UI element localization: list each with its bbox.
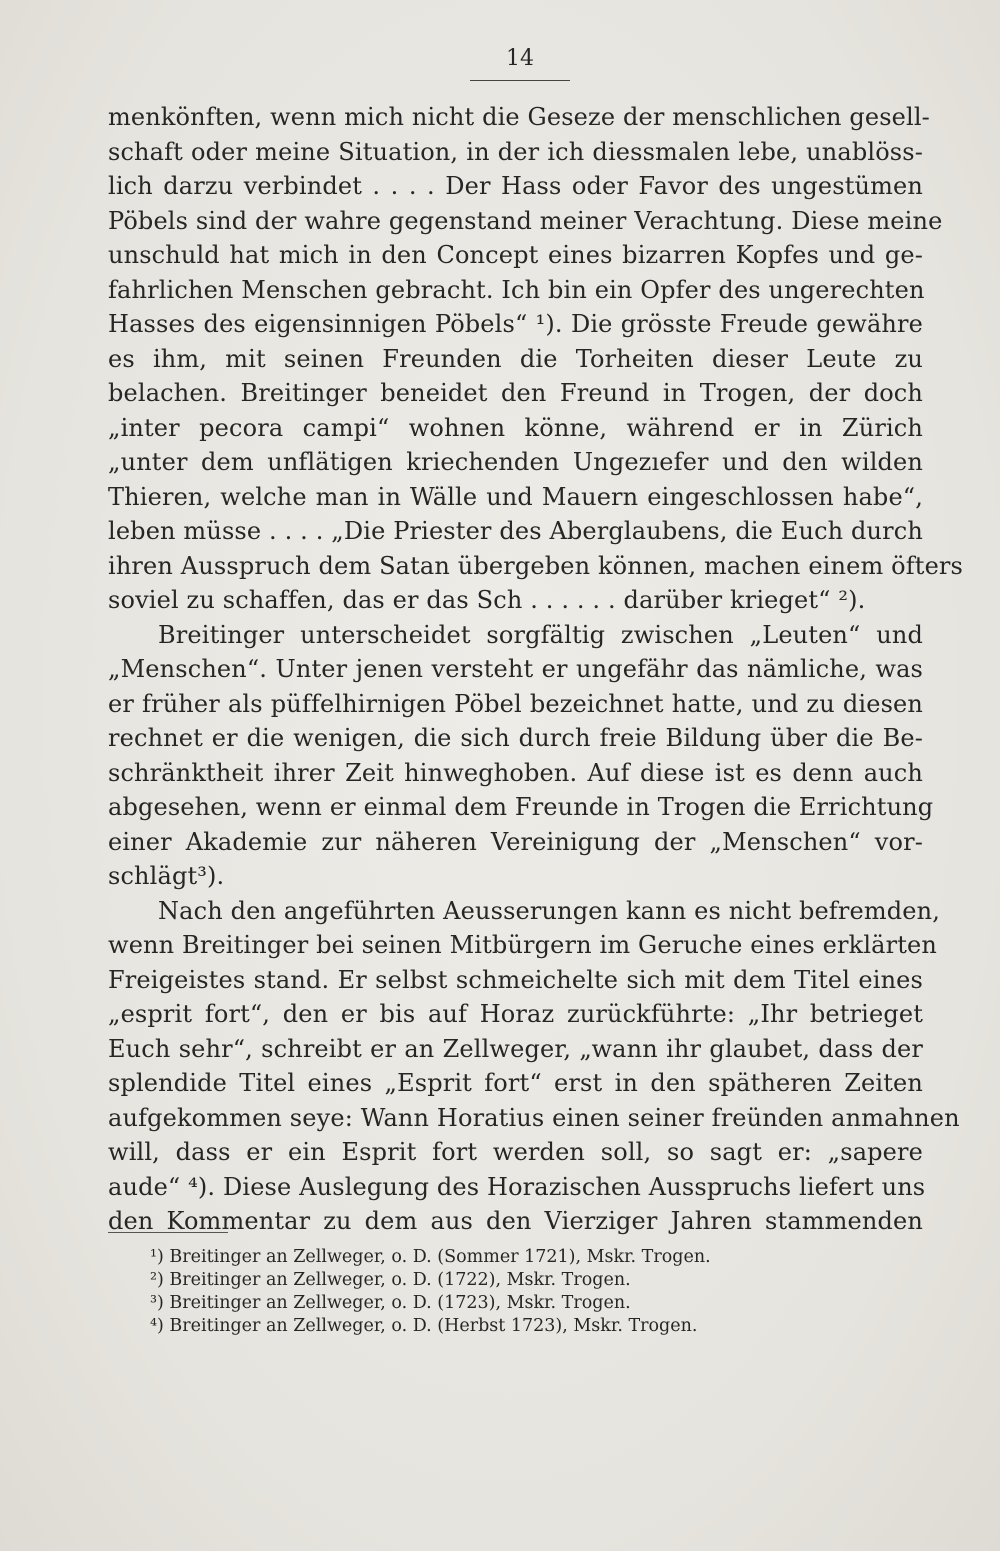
body-text: [108, 100, 964, 1239]
text-line: es ihm, mit seinen Freunden die Torheiten dieser Leute zu: [108, 344, 923, 373]
paragraph-1: [108, 100, 964, 618]
text-line: Euch sehr“, schreibt er an Zellweger, „wann ihr glaubet, dass der: [108, 1034, 923, 1063]
text-line: abgesehen, wenn er einmal dem Freunde in Trogen die Errichtung: [108, 793, 934, 821]
footnote-2: ²) Breitinger an Zellweger, o. D. (1722), Mskr. Trogen.: [150, 1270, 631, 1290]
text-line: „unter dem unflätigen kriechenden Ungezıefer und den wilden: [108, 448, 923, 476]
footnote-1: ¹) Breitinger an Zellweger, o. D. (Sommer 1721), Mskr. Trogen.: [150, 1247, 711, 1267]
text-line: den Kommentar zu dem aus den Vierziger Jahren stammenden: [108, 1207, 923, 1235]
text-line: will, dass er ein Esprit fort werden soll, so sagt er: „sapere: [108, 1138, 923, 1166]
footnote-rule: [108, 1232, 228, 1233]
footnote-3: ³) Breitinger an Zellweger, o. D. (1723), Mskr. Trogen.: [150, 1293, 631, 1313]
text-line: aufgekommen seye: Wann Horatius einen seiner freünden anmahnen: [108, 1103, 960, 1132]
text-line: lich darzu verbindet . . . . Der Hass oder Favor des ungestümen: [108, 172, 923, 200]
text-line: „inter pecora campi“ wohnen könne, während er in Zürich: [108, 413, 923, 442]
text-line: Nach den angeführten Aeusserungen kann es nicht befremden,: [158, 896, 940, 925]
footnotes: [150, 1246, 830, 1338]
text-line: rechnet er die wenigen, die sich durch freie Bildung über die Be-: [108, 724, 923, 752]
text-line: Freigeistes stand. Er selbst schmeichelte sich mit dem Titel eines: [108, 965, 923, 994]
text-line: er früher als püffelhirnigen Pöbel bezeichnet hatte, und zu diesen: [108, 689, 923, 718]
text-line: menkönften, wenn mich nicht die Geseze der menschlichen gesell-: [108, 103, 930, 131]
text-line: schaft oder meine Situation, in der ich diessmalen lebe, unablöss-: [108, 137, 923, 166]
text-line: „Menschen“. Unter jenen versteht er ungefähr das nämliche, was: [108, 655, 923, 683]
text-line: belachen. Breitinger beneidet den Freund in Trogen, der doch: [108, 379, 923, 407]
text-line: ihren Ausspruch dem Satan übergeben können, machen einem öfters: [108, 551, 964, 580]
text-line: wenn Breitinger bei seinen Mitbürgern im Geruche eines erklärten: [108, 931, 938, 959]
paragraph-3: [108, 894, 960, 1239]
text-line: unschuld hat mich in den Concept eines bizarren Kopfes und ge-: [108, 241, 923, 269]
text-line: Hasses des eigensinnigen Pöbels“ ¹). Die grösste Freude gewähre: [108, 310, 923, 338]
text-line: aude“ ⁴). Diese Auslegung des Horazischen Ausspruchs liefert uns: [108, 1172, 926, 1201]
text-line: soviel zu schaffen, das er das Sch . . . . . . darüber krieget“ ²).: [108, 586, 866, 614]
text-line: Thieren, welche man in Wälle und Mauern eingeschlossen habe“,: [108, 482, 923, 511]
text-line: schlägt³).: [108, 862, 225, 890]
paragraph-2: [108, 618, 934, 894]
text-line: „esprit fort“, den er bis auf Horaz zurückführte: „Ihr betrieget: [108, 1000, 923, 1028]
text-line: Pöbels sind der wahre gegenstand meiner Verachtung. Diese meine: [108, 206, 943, 235]
text-line: leben müsse . . . . „Die Priester des Aberglaubens, die Euch durch: [108, 517, 923, 545]
page-number: 14: [506, 46, 534, 71]
text-line: fahrlichen Menschen gebracht. Ich bin ein Opfer des ungerechten: [108, 275, 925, 304]
page-number-rule: [470, 80, 570, 81]
text-line: Breitinger unterscheidet sorgfältig zwischen „Leuten“ und: [158, 620, 923, 649]
text-line: splendide Titel eines „Esprit fort“ erst in den spätheren Zeiten: [108, 1069, 923, 1097]
text-line: schränktheit ihrer Zeit hinweghoben. Auf diese ist es denn auch: [108, 758, 923, 787]
footnote-4: ⁴) Breitinger an Zellweger, o. D. (Herbst 1723), Mskr. Trogen.: [150, 1316, 698, 1336]
text-line: einer Akademie zur näheren Vereinigung der „Menschen“ vor-: [108, 827, 923, 856]
